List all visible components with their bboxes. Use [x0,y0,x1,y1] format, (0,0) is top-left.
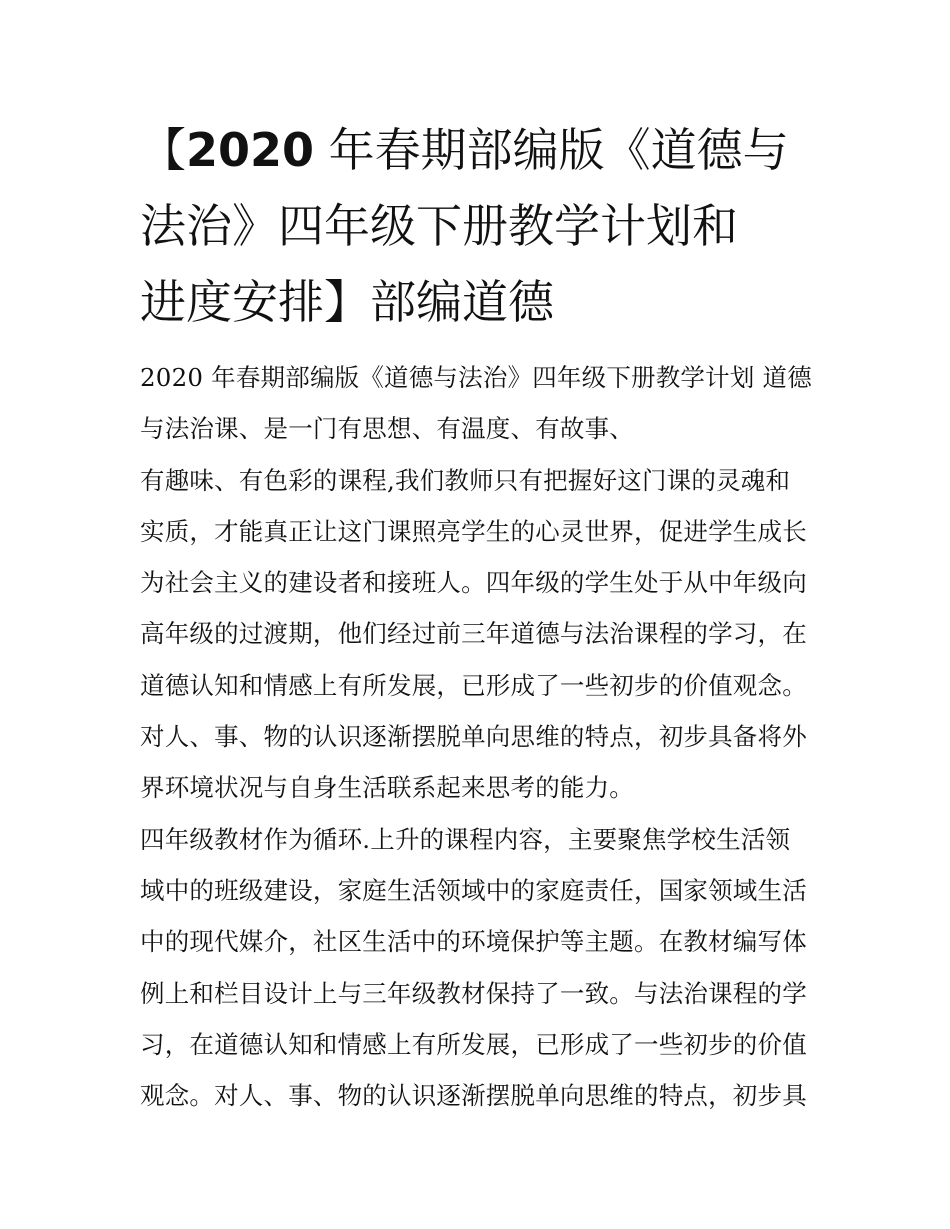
body-line-12: 中的现代媒介，社区生活中的环境保护等主题。在教材编写体 [140,927,807,957]
body-line-7: 道德认知和情感上有所发展，已形成了一些初步的价值观念。 [140,670,807,700]
body-line-15: 观念。对人、事、物的认识逐渐摆脱单向思维的特点，初步具 [140,1081,807,1111]
title-year: 2020 [186,123,315,177]
title-line-3: 进度安排】部编道德 [140,275,554,329]
body-line-8: 对人、事、物的认识逐渐摆脱单向思维的特点，初步具备将外 [140,722,807,752]
body-line-4: 实质，才能真正让这门课照亮学生的心灵世界，促进学生成长 [140,516,807,546]
body-line-5: 为社会主义的建设者和接班人。四年级的学生处于从中年级向 [140,568,807,598]
body-line-1: 2020 年春期部编版《道德与法治》四年级下册教学计划 道德 [140,363,812,392]
title-line-1: 【2020 年春期部编版《道德与 [140,123,789,177]
body-line-2: 与法治课、是一门有思想、有温度、有故事、 [140,414,634,444]
body-line-10: 四年级教材作为循环.上升的课程内容，主要聚焦学校生活领 [140,824,791,854]
body-line-9: 界环境状况与自身生活联系起来思考的能力。 [140,773,634,803]
document-body [140,352,820,1121]
body-line-11: 域中的班级建设，家庭生活领域中的家庭责任，国家领域生活 [140,875,807,905]
document-title [140,112,820,340]
body-line-13: 例上和栏目设计上与三年级教材保持了一致。与法治课程的学 [140,978,807,1008]
body-line-6: 高年级的过渡期，他们经过前三年道德与法治课程的学习，在 [140,619,807,649]
title-line-2: 法治》四年级下册教学计划和 [140,199,738,253]
body-line-14: 习，在道德认知和情感上有所发展，已形成了一些初步的价值 [140,1029,807,1059]
document-page [140,112,820,1121]
body-line-3: 有趣味、有色彩的课程,我们教师只有把握好这门课的灵魂和 [140,465,791,495]
